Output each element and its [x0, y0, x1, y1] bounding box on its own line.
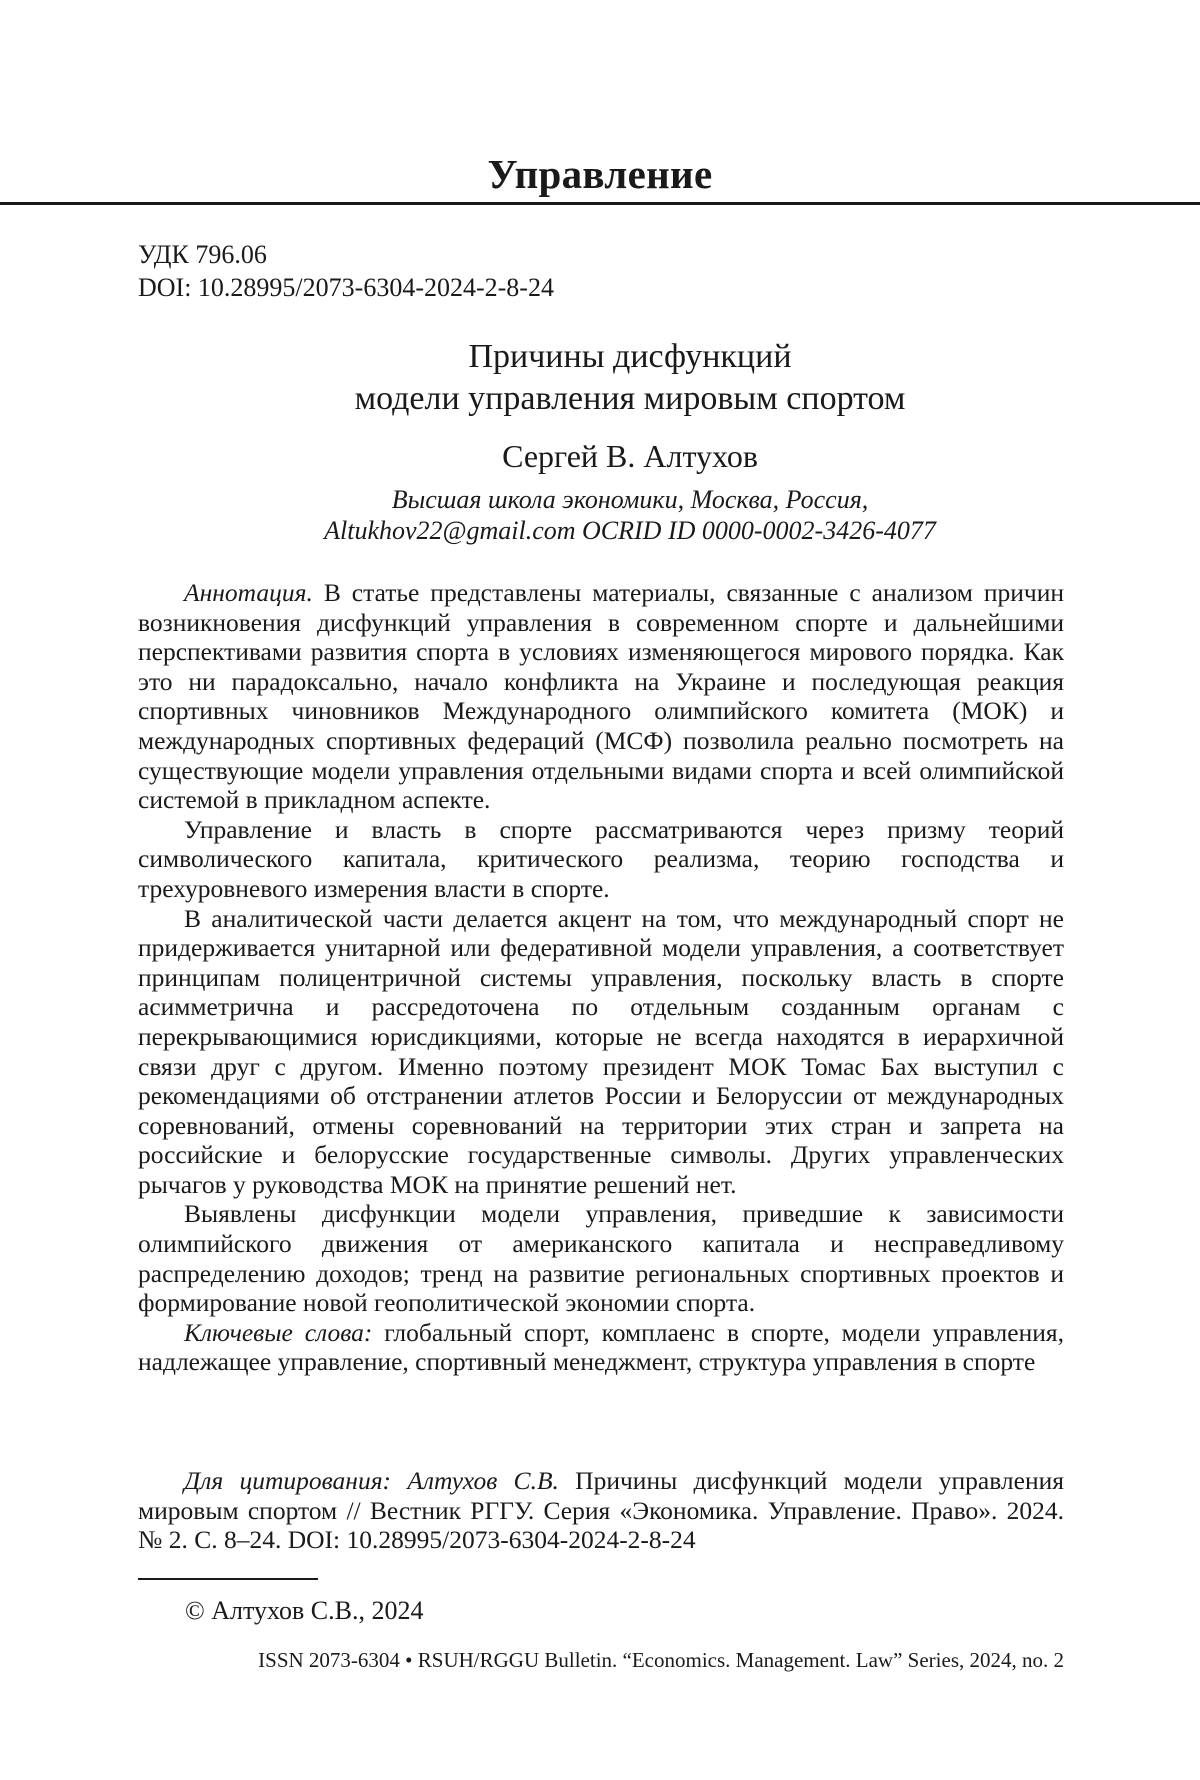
- page-footer: ISSN 2073-6304 • RSUH/RGGU Bulletin. “Economics. Management. Law” Series, 2024, no. 2: [138, 1648, 1064, 1673]
- abstract-paragraph: Управление и власть в спорте рассматриваются через призму теорий символического капитала, критического реализма, теорию господства и трехуровневого измерения власти в спорте.: [138, 815, 1064, 904]
- author-affiliation: [0, 484, 1200, 546]
- citation: [138, 1466, 1064, 1555]
- doi: DOI: 10.28995/2073-6304-2024-2-8-24: [138, 271, 554, 304]
- article-title-line-1: Причины дисфункций: [0, 336, 1200, 378]
- abstract: [138, 578, 1064, 1377]
- abstract-paragraph: В аналитической части делается акцент на том, что международный спорт не придерживается унитарной или федеративной модели управления, а соответствует принципам полицентричной системы управления, поскольку власть в спорте асимметрична и рассредоточена по отдельным созданным органам с перекрывающимися юрисдикциями, которые не всегда находятся в иерархичной связи друг с другом. Именно поэтому президент МОК Томас Бах выступил с рекомендациями об отстранении атлетов России и Белоруссии от международных соревнований, отмены соревнований на территории этих стран и запрета на российские и белорусские государственные символы. Других управленческих рычагов у руководства МОК на принятие решений нет.: [138, 904, 1064, 1200]
- header-rule: [0, 202, 1200, 205]
- citation-paragraph: [138, 1466, 1064, 1555]
- udc-code: УДК 796.06: [138, 238, 554, 271]
- copyright: © Алтухов С.В., 2024: [185, 1596, 424, 1626]
- footnote-rule: [138, 1578, 318, 1580]
- keywords-text: глобальный спорт, комплаенс в спорте, модели управления, надлежащее управление, спортивный менеджмент, структура управления в спорте: [138, 1318, 1064, 1377]
- udc-doi-block: [138, 238, 554, 304]
- affiliation-line-1: Высшая школа экономики, Москва, Россия,: [60, 484, 1200, 515]
- author-name: Сергей В. Алтухов: [0, 438, 1200, 475]
- article-title: [0, 336, 1200, 420]
- affiliation-line-2: Altukhov22@gmail.com OCRID ID 0000-0002-3426-4077: [60, 515, 1200, 546]
- abstract-paragraph: Выявлены дисфункции модели управления, приведшие к зависимости олимпийского движения от американского капитала и несправедливому распределению доходов; тренд на развитие региональных спортивных проектов и формирование новой геополитической экономии спорта.: [138, 1199, 1064, 1317]
- article-title-line-2: модели управления мировым спортом: [0, 378, 1200, 420]
- citation-text: Причины дисфункций модели управления мировым спортом // Вестник РГГУ. Серия «Экономика. Управление. Право». 2024. № 2. С. 8–24. DOI: 10.28995/2073-6304-2024-2-8-24: [138, 1466, 1064, 1554]
- keywords: [138, 1318, 1064, 1377]
- abstract-paragraph: [138, 578, 1064, 815]
- keywords-label: Ключевые слова:: [184, 1318, 372, 1347]
- section-header: Управление: [0, 150, 1200, 198]
- abstract-label: Аннотация.: [184, 578, 313, 607]
- citation-label: Для цитирования: Алтухов С.В.: [184, 1466, 559, 1495]
- abstract-text: В статье представлены материалы, связанные с анализом причин возникновения дисфункций управления в современном спорте и дальнейшими перспективами развития спорта в условиях изменяющегося мирового порядка. Как это ни парадоксально, начало конфликта на Украине и последующая реакция спортивных чиновников Международного олимпийского комитета (МОК) и международных спортивных федераций (МСФ) позволила реально посмотреть на существующие модели управления отдельными видами спорта и всей олимпийской системой в прикладном аспекте.: [138, 578, 1064, 814]
